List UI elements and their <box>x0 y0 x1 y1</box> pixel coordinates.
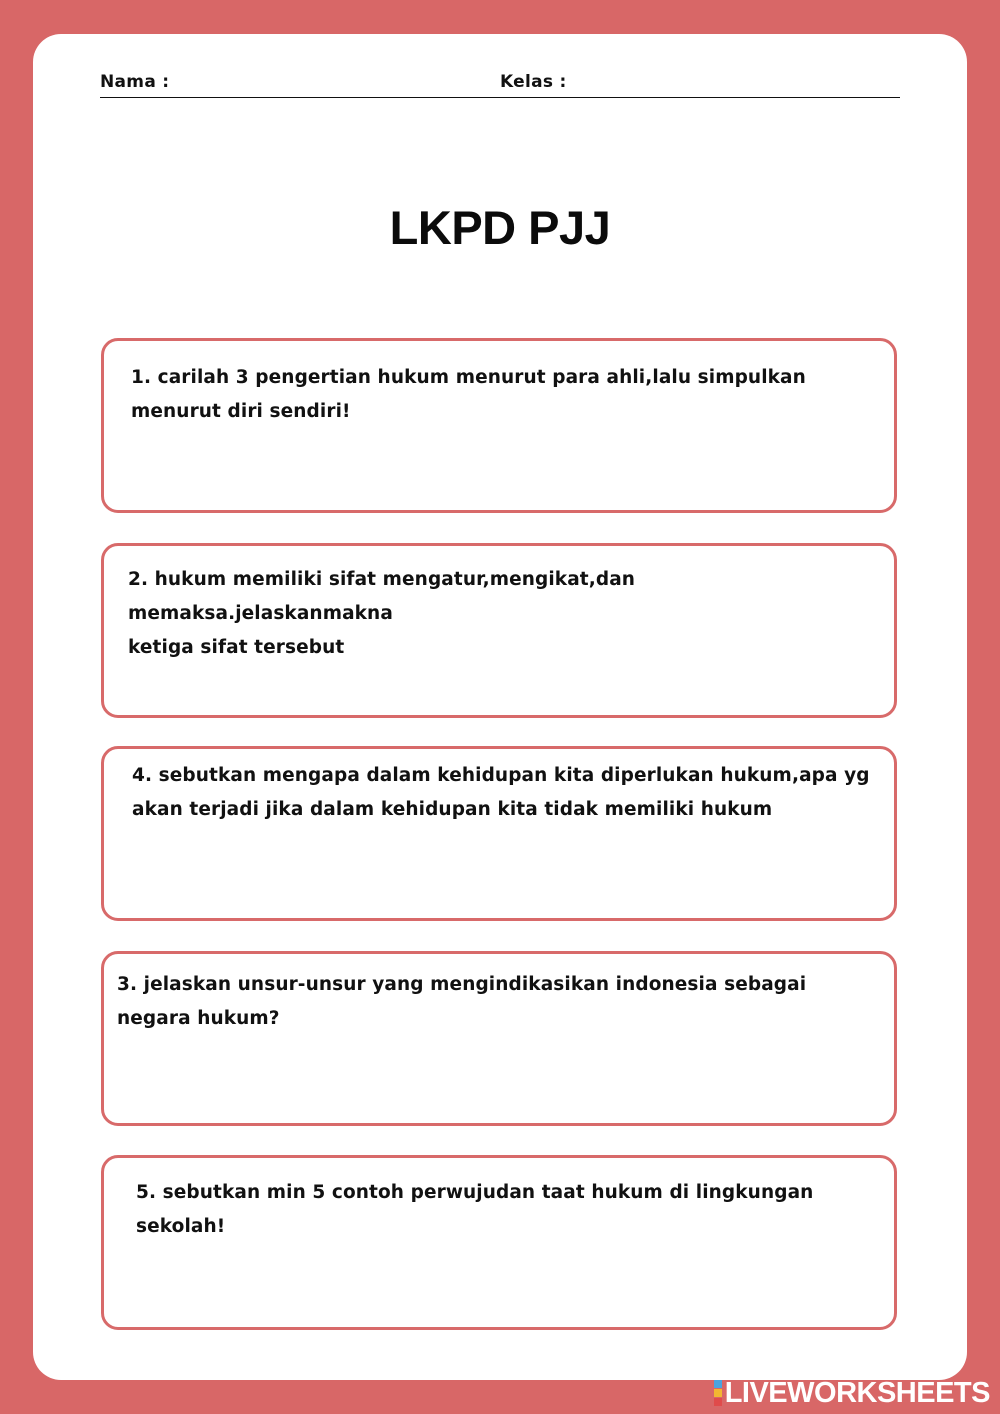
question-4-line1: 3. jelaskan unsur-unsur yang mengindikasikan indonesia sebagai <box>117 974 807 995</box>
question-1-line2: menurut diri sendiri! <box>131 401 351 422</box>
logo-text: LIVEWORKSHEETS <box>724 1376 990 1409</box>
logo-square-red <box>714 1398 722 1406</box>
nama-label: Nama : <box>100 72 170 92</box>
kelas-label: Kelas : <box>500 72 567 92</box>
question-3-line1: 4. sebutkan mengapa dalam kehidupan kita diperlukan hukum,apa yg <box>132 765 870 786</box>
question-3-line2: akan terjadi jika dalam kehidupan kita tidak memiliki hukum <box>132 799 773 820</box>
name-class-line[interactable] <box>100 97 900 98</box>
question-text-4 <box>117 968 806 1036</box>
question-5-line1: 5. sebutkan min 5 contoh perwujudan taat hukum di lingkungan <box>136 1182 814 1203</box>
logo-square-yellow <box>714 1389 722 1397</box>
question-box-5 <box>101 1155 897 1330</box>
question-text-1 <box>131 361 806 429</box>
question-box-1 <box>101 338 897 513</box>
question-text-5 <box>136 1176 813 1244</box>
liveworksheets-logo <box>714 1378 990 1408</box>
question-1-line1: 1. carilah 3 pengertian hukum menurut para ahli,lalu simpulkan <box>131 367 806 388</box>
question-4-line2: negara hukum? <box>117 1008 280 1029</box>
page-title: LKPD PJJ <box>389 201 611 254</box>
logo-square-blue <box>714 1380 722 1388</box>
answer-area-5[interactable] <box>114 1247 884 1317</box>
question-box-3 <box>101 746 897 921</box>
answer-area-2[interactable] <box>114 635 884 705</box>
answer-area-4[interactable] <box>114 1043 884 1113</box>
question-2-line1: 2. hukum memiliki sifat mengatur,mengikat,dan memaksa.jelaskanmakna <box>128 569 636 624</box>
question-5-line2: sekolah! <box>136 1216 226 1237</box>
question-2-line2: ketiga sifat tersebut <box>128 637 345 658</box>
question-text-3 <box>132 759 870 827</box>
question-box-4 <box>101 951 897 1126</box>
answer-area-1[interactable] <box>114 430 884 500</box>
question-box-2 <box>101 543 897 718</box>
answer-area-3[interactable] <box>114 838 884 908</box>
logo-squares-icon <box>714 1380 722 1406</box>
